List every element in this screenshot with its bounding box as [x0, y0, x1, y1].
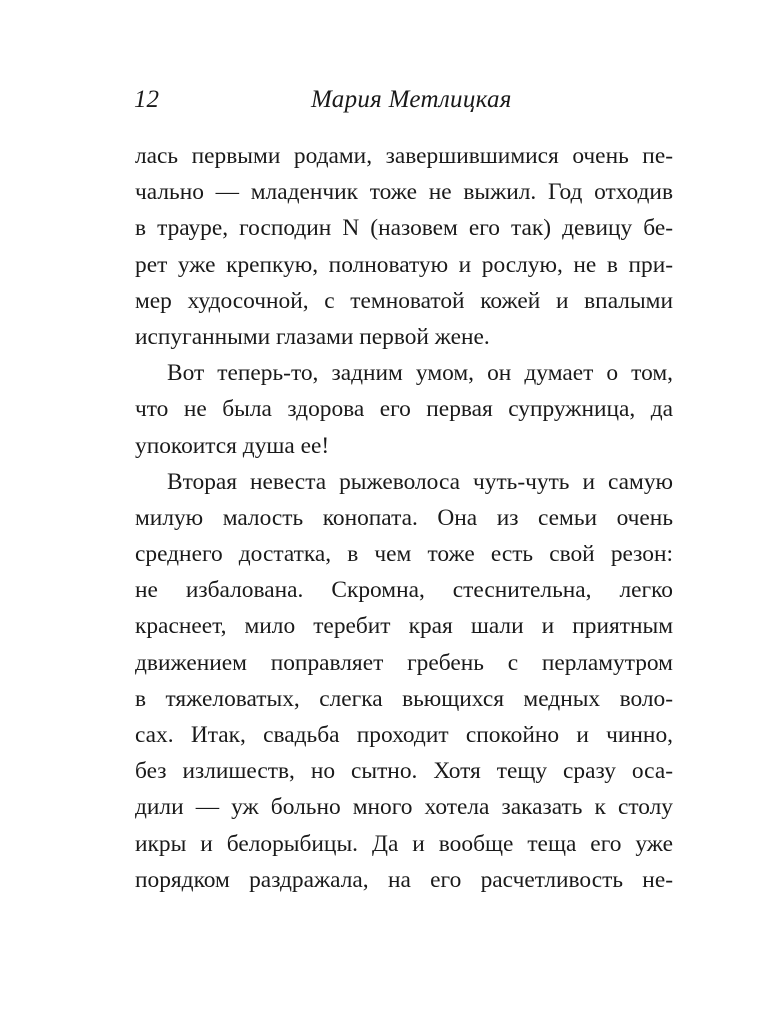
text-line: упокоится душа ее!	[135, 432, 330, 459]
paragraph	[135, 138, 673, 355]
text-line: лась первыми родами, завершившимися очень пе-	[135, 143, 673, 169]
text-line: испуганными глазами первой жене.	[135, 323, 490, 350]
text-line: дили — уж больно много хотела заказать к столу	[135, 794, 673, 821]
text-line: икры и белорыбицы. Да и вообще теща его уже	[135, 830, 673, 857]
text-line: в трауре, господин N (назовем его так) девицу бе-	[135, 215, 673, 242]
text-line: чально — младенчик тоже не выжил. Год отходив	[135, 179, 673, 206]
text-line: среднего достатка, в чем тоже есть свой резон:	[135, 541, 673, 568]
text-line: движением поправляет гребень с перламутром	[135, 649, 673, 676]
page-number: 12	[134, 86, 159, 113]
text-line: что не была здорова его первая супружница, да	[135, 396, 673, 423]
text-line: краснеет, мило теребит края шали и приятным	[135, 613, 673, 640]
text-line: милую малость конопата. Она из семьи очень	[135, 504, 673, 531]
text-line: не избалована. Скромна, стеснительна, легко	[135, 577, 673, 604]
running-head	[133, 84, 673, 116]
body-text	[135, 138, 673, 898]
paragraph	[135, 355, 673, 464]
text-line: без излишеств, но сытно. Хотя тещу сразу оса-	[135, 758, 673, 785]
text-line: сах. Итак, свадьба проходит спокойно и чинно,	[135, 722, 673, 748]
text-line: Вот теперь-то, задним умом, он думает о том,	[167, 360, 673, 387]
text-line: мер худосочной, с темноватой кожей и впалыми	[135, 287, 673, 314]
book-author: Мария Метлицкая	[311, 86, 512, 113]
text-line: Вторая невеста рыжеволоса чуть-чуть и самую	[167, 468, 673, 495]
text-line: в тяжеловатых, слегка вьющихся медных воло-	[135, 685, 673, 712]
text-line: порядком раздражала, на его расчетливость не-	[135, 866, 673, 893]
text-line: рет уже крепкую, полноватую и рослую, не в при-	[135, 251, 673, 278]
paragraph	[135, 464, 673, 898]
